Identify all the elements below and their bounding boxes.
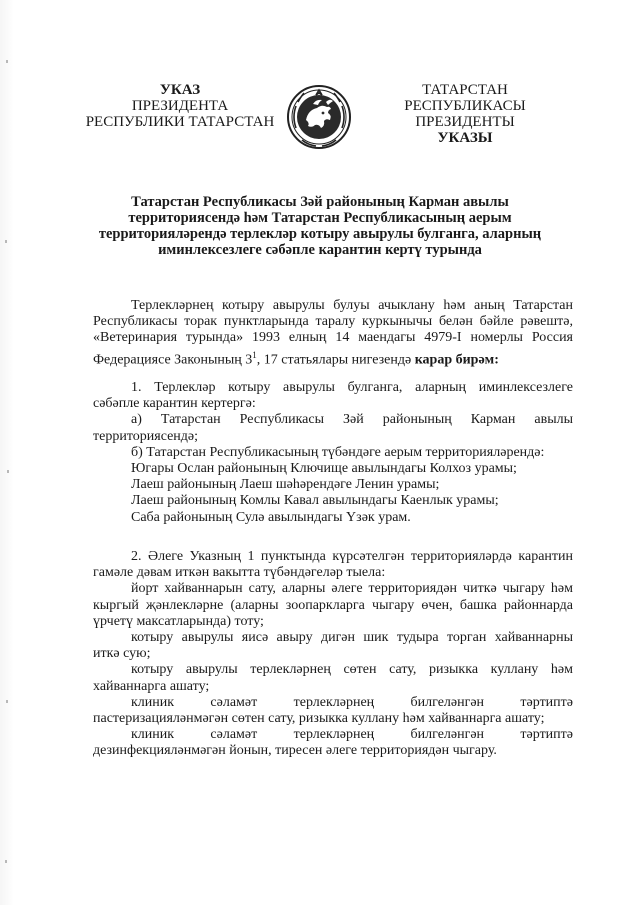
item-1b-line: б) Татарстан Республикасының түбәндәге аерым территорияләрендә: [131, 444, 545, 460]
prohibition-line: дезинфекцияләнмәгән йонын, тиресен әлеге территориядән чыгару. [93, 743, 497, 759]
title-line: территориясендә һәм Татарстан Республикасының аерым [128, 210, 512, 226]
header-left-block [80, 82, 280, 130]
header-right-line1: ТАТАРСТАН РЕСПУБЛИКАСЫ [404, 82, 526, 114]
place-item: Югары Ослан районының Ключище авылындагы Колхоз урамы; [131, 461, 517, 477]
preamble-line: Терлекләрнең котыру авырулы булуы ачыклану һәм аның Татарстан [131, 298, 573, 313]
header-right-line2: ПРЕЗИДЕНТЫ [415, 114, 515, 130]
item-1-line: сәбәпле карантин кертергә: [93, 396, 256, 412]
item-2 [93, 549, 573, 760]
preamble-line: Республикасы торак пунктларында таралу куркынычы белән бәйле рәвештә, [93, 314, 573, 330]
prohibition-line: хайваннарга ашату; [93, 678, 210, 694]
scan-speck [5, 240, 7, 243]
item-1a-line: а) Татарстан Республикасы Зәй районының Карман авылы [131, 412, 573, 428]
scan-shadow [0, 0, 14, 905]
decree-title-ru: УКАЗ [159, 82, 201, 98]
preamble-line: «Ветеринария турында» 1993 елның 14 маендагы 4979-I номерлы Россия [93, 330, 573, 346]
scan-speck [6, 700, 8, 703]
place-item: Лаеш районының Комлы Кавал авылындагы Каенлык урамы; [131, 493, 499, 509]
prohibition-line: пастеризацияләнмәгән сөтен сату, ризыкка куллану һәм хайваннарга ашату; [93, 711, 545, 727]
prohibition-line: йорт хайваннарын сату, аларны әлеге территориядән читкә чыгару һәм [131, 581, 573, 597]
preamble-articles: , 17 статьялары нигезендә [256, 352, 415, 368]
header-left-line3: РЕСПУБЛИКИ ТАТАРСТАН [85, 114, 275, 130]
preamble-law-ref: Федерациясе Законының 3 [93, 352, 253, 368]
item-1-line: 1. Терлекләр котыру авырулы булганга, аларның иминлексезлеге [131, 380, 573, 395]
article-superscript: 1 [252, 349, 257, 360]
prohibition-line: иткә сую; [93, 646, 151, 662]
item-2-line: 2. Әлеге Указның 1 пунктында күрсәтелгән территорияләрдә карантин [131, 549, 573, 564]
prohibition-line: клиник сәламәт терлекләрнең билгеләнгән тәртиптә [131, 694, 573, 710]
item-1a-line: территориясендә; [93, 428, 199, 444]
decree-title-tt: УКАЗЫ [437, 130, 493, 146]
prohibition-line: котыру авырулы терлекләрнең сөтен сату, ризыкка куллану һәм [131, 662, 573, 678]
item-1 [93, 380, 573, 526]
title-line: Татарстан Республикасы Зәй районының Карман авылы [131, 194, 509, 210]
preamble-line [93, 347, 573, 369]
prohibition-line: үрчетү максатларында) тоту; [93, 613, 264, 629]
place-item: Саба районының Сулә авылындагы Үзәк урам. [131, 509, 411, 525]
scan-speck [6, 60, 8, 63]
header-left-line2: ПРЕЗИДЕНТА [131, 98, 229, 114]
prohibition-line: клиник сәламәт терлекләрнең билгеләнгән тәртиптә [131, 727, 573, 743]
preamble-paragraph [93, 298, 573, 368]
scan-speck [7, 470, 9, 473]
decision-phrase: карар бирәм: [414, 352, 499, 368]
prohibition-line: котыру авырулы яисә авыру дигән шик тудыра торган хайваннарны [131, 630, 573, 646]
scan-speck [5, 860, 7, 863]
coat-of-arms-icon [286, 84, 352, 150]
prohibition-line: кыргый җәнлекләрне (аларны зоопаркларга чыгару өчен, башка районнарда [93, 597, 573, 613]
document-title [85, 194, 555, 258]
item-2-line: гамәле дәвам иткән вакытта түбәндәгеләр тыела: [93, 565, 386, 581]
title-line: территорияләрендә терлекләр котыру авырулы булганга, аларның [98, 226, 542, 242]
place-item: Лаеш районының Лаеш шәһәрендәге Ленин урамы; [131, 477, 440, 493]
title-line: иминлексезлеге сәбәпле карантин кертү турында [158, 242, 482, 258]
header-right-block [360, 82, 570, 146]
